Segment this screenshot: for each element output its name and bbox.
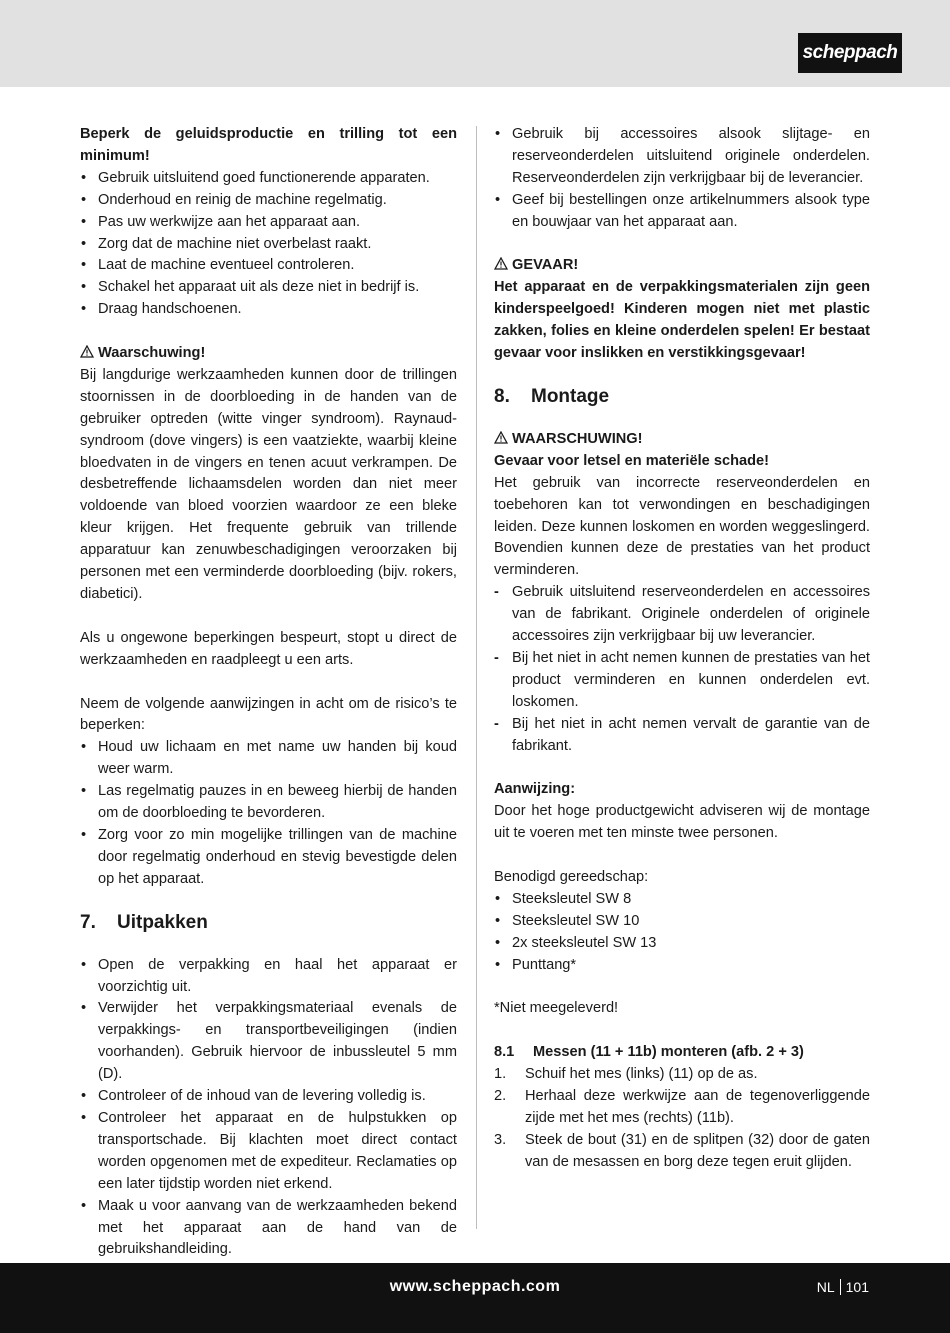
warning-title: WAARSCHUWING!: [512, 430, 643, 447]
list-item: • Geef bij bestellingen onze artikelnummers alsook type en bouwjaar van het apparaat aan.: [494, 190, 870, 234]
note-title: Aanwijzing:: [494, 781, 576, 798]
right-column: [494, 124, 870, 1174]
page-indicator: [817, 1275, 869, 1299]
restriction-text: Als u ongewone beperkingen bespeurt, stopt u direct de werkzaamheden en raadpleegt u een arts.: [80, 629, 457, 668]
section-title: Montage: [531, 385, 610, 407]
list-item: • Pas uw werkwijze aan het apparaat aan.: [80, 212, 457, 234]
list-item: • 2x steeksleutel SW 13: [494, 933, 870, 955]
section-7-heading: [80, 911, 457, 935]
tools-intro: Benodigd gereedschap:: [494, 869, 649, 886]
left-column: [80, 124, 457, 1261]
list-item: • Draag handschoenen.: [80, 299, 457, 321]
warning-text: Het gebruik van incorrecte reserveonderdelen en toebehoren kan tot verwondingen en beschadigingen leiden. Deze kunnen loskomen en worden weggeslingerd. Bovendien kunnen deze de prestaties van het product verminderen.: [494, 474, 870, 579]
page-number: 101: [845, 1279, 869, 1295]
list-item: • Controleer of de inhoud van de levering volledig is.: [80, 1086, 457, 1108]
note-text: Door het hoge productgewicht adviseren wij de montage uit te voeren met ten minste twee personen.: [494, 803, 870, 842]
list-item: • Controleer het apparaat en de hulpstukken op transportschade. Bij klachten moet direct contact worden opgenomen met de expediteur. Reclamaties op een later tijdstip worden niet erkend.: [80, 1108, 457, 1196]
warning-triangle-icon: [494, 257, 508, 270]
tools-list: [494, 889, 870, 977]
footer-url[interactable]: www.scheppach.com: [389, 1278, 561, 1295]
section-number: 7.: [80, 911, 96, 933]
subsection-heading: [494, 1042, 870, 1064]
list-item: • Schakel het apparaat uit als deze niet in bedrijf is.: [80, 277, 457, 299]
column-divider: [476, 126, 477, 1229]
noise-heading: Beperk de geluidsproductie en trilling tot een minimum!: [80, 126, 457, 164]
risk-intro: Neem de volgende aanwijzingen in acht om de risico’s te beperken:: [80, 695, 457, 734]
warning-triangle-icon: [494, 431, 508, 444]
danger-text: Het apparaat en de verpakkingsmaterialen zijn geen kinderspeelgoed! Kinderen mogen niet met plastic zakken, folies en kleine onderdelen spelen! Er bestaat gevaar voor inslikken en verstikkingsgevaar!: [494, 279, 870, 362]
warning-triangle-icon: [80, 345, 94, 358]
list-item: • Las regelmatig pauzes in en beweeg hierbij de handen om de doorbloeding te bevorderen.: [80, 781, 457, 825]
list-item: • Verwijder het verpakkingsmateriaal evenals de verpakkings- en transportbeveiligingen (indien voorhanden). Gebruik hiervoor de inbussleutel 5 mm (D).: [80, 998, 457, 1086]
warning-title: Waarschuwing!: [98, 345, 206, 362]
list-item: 1. Schuif het mes (links) (11) op de as.: [494, 1066, 758, 1083]
warning-subtitle: Gevaar voor letsel en materiële schade!: [494, 452, 769, 469]
subsection-number: 8.1: [494, 1044, 515, 1061]
list-item: • Gebruik bij accessoires alsook slijtage- en reserveonderdelen uitsluitend originele onderdelen. Reserveonderdelen zijn verkrijgbaar bij de leverancier.: [494, 124, 870, 190]
not-included-note: *Niet meegeleverd!: [494, 1000, 619, 1017]
list-item: • Onderhoud en reinig de machine regelmatig.: [80, 190, 457, 212]
list-item: • Open de verpakking en haal het apparaat er voorzichtig uit.: [80, 955, 457, 999]
list-item: • Steeksleutel SW 10: [494, 911, 870, 933]
list-item: 2. Herhaal deze werkwijze aan de tegenoverliggende zijde met het mes (rechts) (11b).: [494, 1088, 870, 1126]
danger-heading: [494, 255, 870, 277]
parts-list: [494, 124, 870, 234]
danger-title: GEVAAR!: [512, 257, 579, 274]
list-item: - Bij het niet in acht nemen kunnen de prestaties van het product verminderen en kunnen onderdelen evt. loskomen.: [494, 648, 870, 714]
warning-list: [494, 582, 870, 757]
list-item: • Punttang*: [494, 955, 870, 977]
brand-logo: scheppach: [798, 33, 902, 73]
section-number: 8.: [494, 385, 510, 407]
list-item: • Houd uw lichaam en met name uw handen bij koud weer warm.: [80, 737, 457, 781]
steps-list: [494, 1064, 870, 1174]
list-item: - Gebruik uitsluitend reserveonderdelen en accessoires van de fabrikant. Originele onderdelen of originele accessoires zijn verkrijgbaar bij uw leverancier.: [494, 582, 870, 648]
section-title: Uitpakken: [117, 911, 208, 933]
noise-list: [80, 168, 457, 321]
header-bar: [0, 0, 950, 87]
list-item: • Zorg dat de machine niet overbelast raakt.: [80, 234, 457, 256]
warning-heading: [80, 343, 457, 365]
list-item: • Gebruik uitsluitend goed functionerende apparaten.: [80, 168, 457, 190]
list-item: • Zorg voor zo min mogelijke trillingen van de machine door regelmatig onderhoud en stevig bevestigde delen op het apparaat.: [80, 825, 457, 891]
montage-warning-heading: [494, 429, 870, 451]
list-item: • Maak u voor aanvang van de werkzaamheden bekend met het apparaat aan de hand van de gebruikshandleiding.: [80, 1196, 457, 1262]
risk-list: [80, 737, 457, 890]
footer-bar: [0, 1263, 950, 1333]
list-item: • Steeksleutel SW 8: [494, 889, 870, 911]
section-8-heading: [494, 385, 870, 409]
subsection-title: Messen (11 + 11b) monteren (afb. 2 + 3): [533, 1044, 804, 1061]
list-item: • Laat de machine eventueel controleren.: [80, 255, 457, 277]
page-separator: [840, 1279, 841, 1295]
unpack-list: [80, 955, 457, 1262]
list-item: 3. Steek de bout (31) en de splitpen (32) door de gaten van de mesassen en borg deze tegen eruit glijden.: [494, 1131, 870, 1170]
warning-text: Bij langdurige werkzaamheden kunnen door de trillingen stoornissen in de doorbloeding in de handen van de gebruiker optreden (witte vinger syndroom). Raynaud-syndroom (dove vingers) is een vaatziekte, waarbij kleine bloedvaten in de vingers en tenen acuut verkrampen. De desbetreffende lichaamsdelen worden dan niet meer voldoende van bloed voorzien waardoor ze een bleke kleur krijgen. Het frequente gebruik van trillende apparatuur kan zenuwbeschadigingen veroorzaken bij personen met een verminderde doorbloeding (bijv. rokers, diabetici).: [80, 366, 457, 603]
list-item: - Bij het niet in acht nemen vervalt de garantie van de fabrikant.: [494, 714, 870, 758]
language-code: NL: [816, 1279, 835, 1295]
